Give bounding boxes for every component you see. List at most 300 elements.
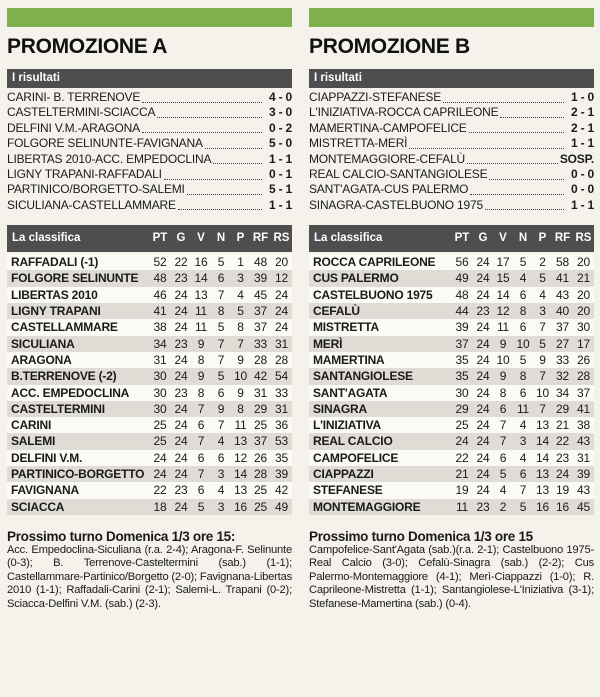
stat-rf: 33 (254, 336, 267, 351)
stat-rf: 19 (556, 483, 569, 498)
stat-rs: 31 (577, 450, 590, 465)
stat-n: 11 (516, 401, 530, 416)
stat-rf: 28 (254, 466, 267, 481)
stat-rf: 23 (556, 450, 569, 465)
match: LIBERTAS 2010-ACC. EMPEDOCLINA (7, 151, 212, 166)
stat-n: 5 (217, 369, 225, 384)
standings-row (309, 499, 594, 515)
standings-row (309, 352, 594, 368)
stat-pt: 22 (153, 483, 167, 498)
stat-v: 8 (499, 385, 507, 400)
score: 1 - 1 (570, 197, 594, 212)
stat-rf: 22 (556, 434, 569, 449)
stat-v: 12 (496, 304, 510, 319)
match: MAMERTINA-CAMPOFELICE (309, 120, 467, 135)
stat-rs: 20 (577, 304, 590, 319)
standings-header (309, 225, 594, 252)
match: REAL CALCIO-SANTANGIOLESE (309, 166, 488, 181)
stat-rs: 39 (275, 466, 288, 481)
stat-p: 1 (237, 255, 244, 270)
col-v: V (197, 232, 205, 245)
result-row (7, 182, 292, 197)
results-header: I risultati (7, 69, 292, 88)
stat-n: 7 (217, 352, 225, 367)
team-name: PARTINICO-BORGETTO (11, 466, 145, 481)
match: CIAPPAZZI-STEFANESE (309, 90, 442, 104)
stat-v: 10 (496, 352, 510, 367)
stat-rf: 33 (556, 352, 569, 367)
stat-v: 6 (499, 450, 507, 465)
stat-g: 24 (476, 287, 490, 302)
stat-rs: 28 (577, 369, 590, 384)
stat-rf: 37 (254, 434, 267, 449)
stat-n: 5 (217, 320, 225, 335)
next-round-title: Prossimo turno Domenica 1/3 ore 15: (7, 528, 236, 544)
team-name: CASTELLAMMARE (11, 320, 118, 335)
stat-pt: 25 (153, 434, 167, 449)
stat-n: 6 (217, 385, 225, 400)
stat-n: 8 (217, 304, 225, 319)
match: MISTRETTA-MERÌ (309, 136, 408, 151)
dot-leader (157, 108, 262, 118)
score: 5 - 1 (268, 182, 292, 197)
stat-p: 10 (234, 369, 247, 384)
stat-rf: 27 (556, 336, 569, 351)
match: SANT'AGATA-CUS PALERMO (309, 182, 469, 197)
stat-rs: 43 (577, 434, 590, 449)
stat-v: 11 (194, 304, 208, 319)
stat-rf: 42 (254, 369, 267, 384)
stat-rf: 39 (254, 271, 267, 286)
result-row (7, 198, 292, 213)
stat-pt: 25 (455, 418, 469, 433)
stat-v: 8 (197, 352, 205, 367)
score: 5 - 0 (268, 136, 292, 151)
stat-v: 7 (499, 418, 507, 433)
results-list (309, 90, 594, 213)
stat-v: 14 (194, 271, 208, 286)
stat-g: 24 (174, 287, 188, 302)
stat-rs: 54 (275, 369, 288, 384)
promozione-a-column (7, 8, 292, 611)
score: 1 - 1 (570, 136, 594, 151)
team-name: CIAPPAZZI (313, 466, 374, 481)
stat-p: 13 (536, 466, 549, 481)
stat-pt: 35 (455, 352, 469, 367)
stat-n: 4 (519, 418, 527, 433)
stat-n: 3 (217, 466, 225, 481)
stat-rf: 26 (254, 450, 267, 465)
standings-row (309, 303, 594, 319)
standings-row (7, 254, 292, 270)
stat-n: 7 (217, 418, 225, 433)
stat-g: 24 (476, 336, 490, 351)
next-round-title: Prossimo turno Domenica 1/3 ore 15 (309, 528, 533, 544)
team-name: CASTELBUONO 1975 (313, 287, 433, 302)
dot-leader (187, 185, 262, 195)
stat-pt: 56 (455, 255, 469, 270)
stat-g: 23 (476, 499, 490, 514)
stat-rf: 24 (556, 466, 569, 481)
team-name: DELFINI V.M. (11, 450, 83, 465)
standings-table (309, 254, 594, 515)
stat-v: 6 (499, 401, 507, 416)
stat-g: 23 (174, 385, 188, 400)
standings-row (309, 401, 594, 417)
dot-leader (409, 139, 564, 149)
stat-rf: 58 (556, 255, 569, 270)
stat-p: 14 (234, 466, 247, 481)
stat-rs: 39 (577, 466, 590, 481)
stat-n: 9 (217, 401, 225, 416)
standings-row (7, 287, 292, 303)
stat-g: 24 (476, 352, 490, 367)
stat-g: 24 (174, 320, 188, 335)
stat-p: 7 (539, 320, 546, 335)
stat-g: 24 (174, 466, 188, 481)
stat-rf: 45 (254, 287, 267, 302)
team-name: CASTELTERMINI (11, 401, 105, 416)
stat-p: 11 (234, 418, 247, 433)
stat-v: 17 (496, 255, 510, 270)
col-pt: PT (152, 232, 168, 245)
stat-rs: 31 (275, 401, 288, 416)
stat-rf: 48 (254, 255, 267, 270)
match: FOLGORE SELINUNTE-FAVIGNANA (7, 136, 203, 151)
score: 0 - 1 (268, 166, 292, 181)
stat-p: 7 (237, 336, 244, 351)
stat-rf: 43 (556, 287, 569, 302)
standings-row (309, 385, 594, 401)
stat-g: 24 (476, 320, 490, 335)
stat-p: 16 (536, 499, 549, 514)
stat-g: 23 (174, 271, 188, 286)
stat-v: 9 (499, 369, 507, 384)
standings-row (7, 450, 292, 466)
stat-g: 23 (476, 304, 490, 319)
stat-v: 8 (197, 385, 205, 400)
team-name: SICULIANA (11, 336, 75, 351)
stat-p: 13 (536, 418, 549, 433)
stat-pt: 38 (153, 320, 167, 335)
stat-g: 24 (476, 466, 490, 481)
team-name: CARINI (11, 418, 52, 433)
match: MONTEMAGGIORE-CEFALÙ (309, 151, 466, 166)
stat-rs: 33 (275, 385, 288, 400)
col-g: G (176, 232, 186, 245)
col-rs: RS (273, 232, 290, 245)
stat-p: 4 (237, 287, 244, 302)
stat-rs: 12 (275, 271, 288, 286)
stat-g: 24 (476, 369, 490, 384)
standings-row (7, 270, 292, 286)
stat-pt: 39 (455, 320, 469, 335)
stat-n: 6 (217, 450, 225, 465)
stat-v: 11 (194, 320, 208, 335)
standings-row (7, 319, 292, 335)
dot-leader (213, 154, 262, 164)
team-name: LIGNY TRAPANI (11, 304, 101, 319)
stat-n: 6 (519, 466, 527, 481)
standings-label: La classifica (314, 232, 383, 245)
standings-row (7, 499, 292, 515)
stat-p: 2 (539, 255, 546, 270)
dot-leader (469, 123, 564, 133)
result-row (309, 182, 594, 197)
result-row (7, 121, 292, 136)
result-row (309, 136, 594, 151)
standings-row (309, 482, 594, 498)
stat-g: 24 (476, 483, 490, 498)
team-name: B.TERRENOVE (-2) (11, 369, 117, 384)
standings-row (7, 385, 292, 401)
score: 1 - 1 (268, 197, 292, 212)
stat-rf: 28 (254, 352, 267, 367)
stat-rs: 38 (577, 418, 590, 433)
stat-n: 5 (519, 255, 527, 270)
standings-row (7, 336, 292, 352)
stat-n: 5 (217, 255, 225, 270)
stat-rf: 25 (254, 499, 267, 514)
stat-rs: 42 (275, 483, 288, 498)
stat-pt: 18 (153, 499, 167, 514)
stat-p: 10 (536, 385, 549, 400)
col-rf: RF (554, 232, 571, 245)
stat-pt: 30 (455, 385, 469, 400)
stat-g: 24 (174, 499, 188, 514)
next-round-fixtures: Campofelice-Sant'Agata (sab.)(r.a. 2-1); Castelbuono 1975-Real Calcio (3-0); Cefalù-Sinagra (sab.) (2-2); Cus Palermo-Montemaggiore (4-1); Merì-Ciappazzi (1-0); R. Caprileone-Mistretta (1-1); Santangiolese-L'Iniziativa (3-1); Stefanese-Mamertina (sab.) (0-4). (309, 543, 594, 610)
stat-v: 7 (197, 401, 205, 416)
stat-pt: 29 (455, 401, 469, 416)
standings-row (309, 466, 594, 482)
stat-rs: 28 (275, 352, 288, 367)
standings-row (7, 433, 292, 449)
stat-g: 24 (174, 401, 188, 416)
score: 2 - 1 (570, 120, 594, 135)
stat-p: 3 (237, 271, 244, 286)
stat-g: 24 (174, 434, 188, 449)
dot-leader (443, 93, 564, 103)
standings-row (309, 450, 594, 466)
stat-n: 5 (519, 352, 527, 367)
col-p: P (236, 232, 245, 245)
team-name: RAFFADALI (-1) (11, 255, 99, 270)
stat-p: 9 (237, 385, 244, 400)
dot-leader (485, 200, 564, 210)
stat-pt: 25 (153, 418, 167, 433)
result-row (309, 152, 594, 167)
stat-pt: 30 (153, 385, 167, 400)
stat-n: 6 (519, 385, 527, 400)
stat-rs: 37 (577, 385, 590, 400)
stat-rf: 34 (556, 385, 569, 400)
stat-pt: 44 (455, 304, 469, 319)
col-pt: PT (454, 232, 470, 245)
stat-n: 4 (519, 271, 527, 286)
stat-n: 7 (519, 483, 527, 498)
team-name: SINAGRA (313, 401, 367, 416)
result-row (309, 198, 594, 213)
score: 2 - 1 (570, 105, 594, 120)
stat-n: 6 (217, 271, 225, 286)
stat-rs: 20 (577, 287, 590, 302)
stat-v: 16 (194, 255, 208, 270)
stat-pt: 52 (153, 255, 167, 270)
stat-v: 2 (499, 499, 507, 514)
dot-leader (467, 154, 558, 164)
stat-pt: 31 (153, 352, 167, 367)
match: CASTELTERMINI-SCIACCA (7, 105, 156, 120)
stat-g: 24 (476, 450, 490, 465)
stat-rs: 36 (275, 418, 288, 433)
col-v: V (499, 232, 507, 245)
stat-n: 6 (519, 320, 527, 335)
team-name: ACC. EMPEDOCLINA (11, 385, 130, 400)
standings-row (7, 466, 292, 482)
stat-pt: 34 (153, 336, 167, 351)
standings-row (309, 254, 594, 270)
stat-pt: 49 (455, 271, 469, 286)
standings-row (7, 417, 292, 433)
stat-v: 4 (499, 483, 507, 498)
score: SOSP. (559, 151, 594, 166)
standings-row (7, 303, 292, 319)
team-name: ROCCA CAPRILEONE (313, 255, 436, 270)
stat-v: 9 (499, 336, 507, 351)
stat-rf: 31 (254, 385, 267, 400)
result-row (7, 167, 292, 182)
stat-g: 24 (476, 401, 490, 416)
stat-p: 13 (536, 483, 549, 498)
stat-g: 24 (476, 434, 490, 449)
dot-leader (164, 170, 262, 180)
stat-g: 24 (174, 369, 188, 384)
section-title: PROMOZIONE B (309, 35, 470, 58)
standings-row (309, 368, 594, 384)
stat-p: 8 (237, 401, 244, 416)
stat-p: 14 (536, 450, 549, 465)
stat-g: 24 (174, 418, 188, 433)
dot-leader (178, 200, 262, 210)
accent-bar (7, 8, 292, 27)
col-rf: RF (252, 232, 269, 245)
stat-rs: 53 (275, 434, 288, 449)
stat-v: 13 (194, 287, 208, 302)
score: 3 - 0 (268, 105, 292, 120)
stat-v: 6 (197, 483, 205, 498)
stat-p: 9 (539, 352, 546, 367)
dot-leader (142, 93, 262, 103)
stat-p: 8 (237, 320, 244, 335)
stat-p: 7 (539, 401, 546, 416)
team-name: MISTRETTA (313, 320, 379, 335)
stat-n: 6 (519, 287, 527, 302)
section-title: PROMOZIONE A (7, 35, 168, 58)
team-name: MERÌ (313, 336, 343, 351)
stat-pt: 22 (455, 450, 469, 465)
standings-row (309, 319, 594, 335)
stat-n: 5 (519, 499, 527, 514)
accent-bar (309, 8, 594, 27)
stat-rs: 41 (577, 401, 590, 416)
match: DELFINI V.M.-ARAGONA (7, 120, 140, 135)
stat-rf: 37 (254, 320, 267, 335)
result-row (309, 121, 594, 136)
stat-v: 7 (197, 466, 205, 481)
standings-row (7, 482, 292, 498)
stat-rs: 43 (577, 483, 590, 498)
match: L'INIZIATIVA-ROCCA CAPRILEONE (309, 105, 499, 120)
score: 0 - 0 (570, 166, 594, 181)
stat-rs: 21 (577, 271, 590, 286)
stat-g: 24 (476, 385, 490, 400)
match: LIGNY TRAPANI-RAFFADALI (7, 166, 162, 181)
stat-pt: 24 (153, 450, 167, 465)
col-g: G (478, 232, 488, 245)
stat-rf: 37 (556, 320, 569, 335)
match: SINAGRA-CASTELBUONO 1975 (309, 197, 483, 212)
stat-p: 13 (234, 434, 247, 449)
score: 1 - 1 (268, 151, 292, 166)
standings-row (309, 270, 594, 286)
team-name: CEFALÙ (313, 304, 360, 319)
dot-leader (500, 108, 564, 118)
stat-g: 24 (174, 304, 188, 319)
stat-pt: 24 (153, 466, 167, 481)
stat-v: 9 (197, 369, 205, 384)
stat-n: 7 (217, 336, 225, 351)
dot-leader (489, 170, 564, 180)
stat-rs: 45 (577, 499, 590, 514)
stat-v: 6 (197, 418, 205, 433)
stat-n: 4 (217, 483, 225, 498)
stat-v: 5 (499, 466, 507, 481)
standings-label: La classifica (12, 232, 81, 245)
stat-pt: 48 (153, 271, 167, 286)
next-round-fixtures: Acc. Empedoclina-Siculiana (r.a. 2-4); Aragona-F. Selinunte (0-3); B. Terrenove-Casteltermini (sab.) (1-1); Castellammare-Partinico/Borgetto (2-0); Favignana-Libertas 2010 (1-1); Raffadali-Carini (2-1); Salemi-L. Trapani (0-2); Sciacca-Delfini V.M. (sab.) (2-3). (7, 543, 292, 610)
team-name: REAL CALCIO (313, 434, 393, 449)
dot-leader (142, 123, 262, 133)
promozione-b-column (309, 8, 594, 611)
stat-v: 7 (499, 434, 507, 449)
standings-row (309, 417, 594, 433)
result-row (309, 105, 594, 120)
result-row (309, 167, 594, 182)
stat-rf: 29 (556, 401, 569, 416)
standings-row (7, 352, 292, 368)
team-name: MAMERTINA (313, 352, 385, 367)
stat-g: 24 (476, 255, 490, 270)
stat-n: 10 (516, 336, 530, 351)
stat-pt: 30 (153, 401, 167, 416)
stat-rf: 41 (556, 271, 569, 286)
standings-row (309, 433, 594, 449)
stat-g: 23 (174, 336, 188, 351)
result-row (309, 90, 594, 105)
team-name: SANT'AGATA (313, 385, 388, 400)
team-name: SALEMI (11, 434, 56, 449)
stat-pt: 24 (455, 434, 469, 449)
stat-pt: 19 (455, 483, 469, 498)
stat-p: 14 (536, 434, 549, 449)
col-p: P (538, 232, 547, 245)
team-name: SANTANGIOLESE (313, 369, 413, 384)
team-name: L'INIZIATIVA (313, 418, 382, 433)
result-row (7, 152, 292, 167)
stat-n: 3 (217, 499, 225, 514)
stat-rs: 24 (275, 320, 288, 335)
stat-rs: 20 (275, 255, 288, 270)
